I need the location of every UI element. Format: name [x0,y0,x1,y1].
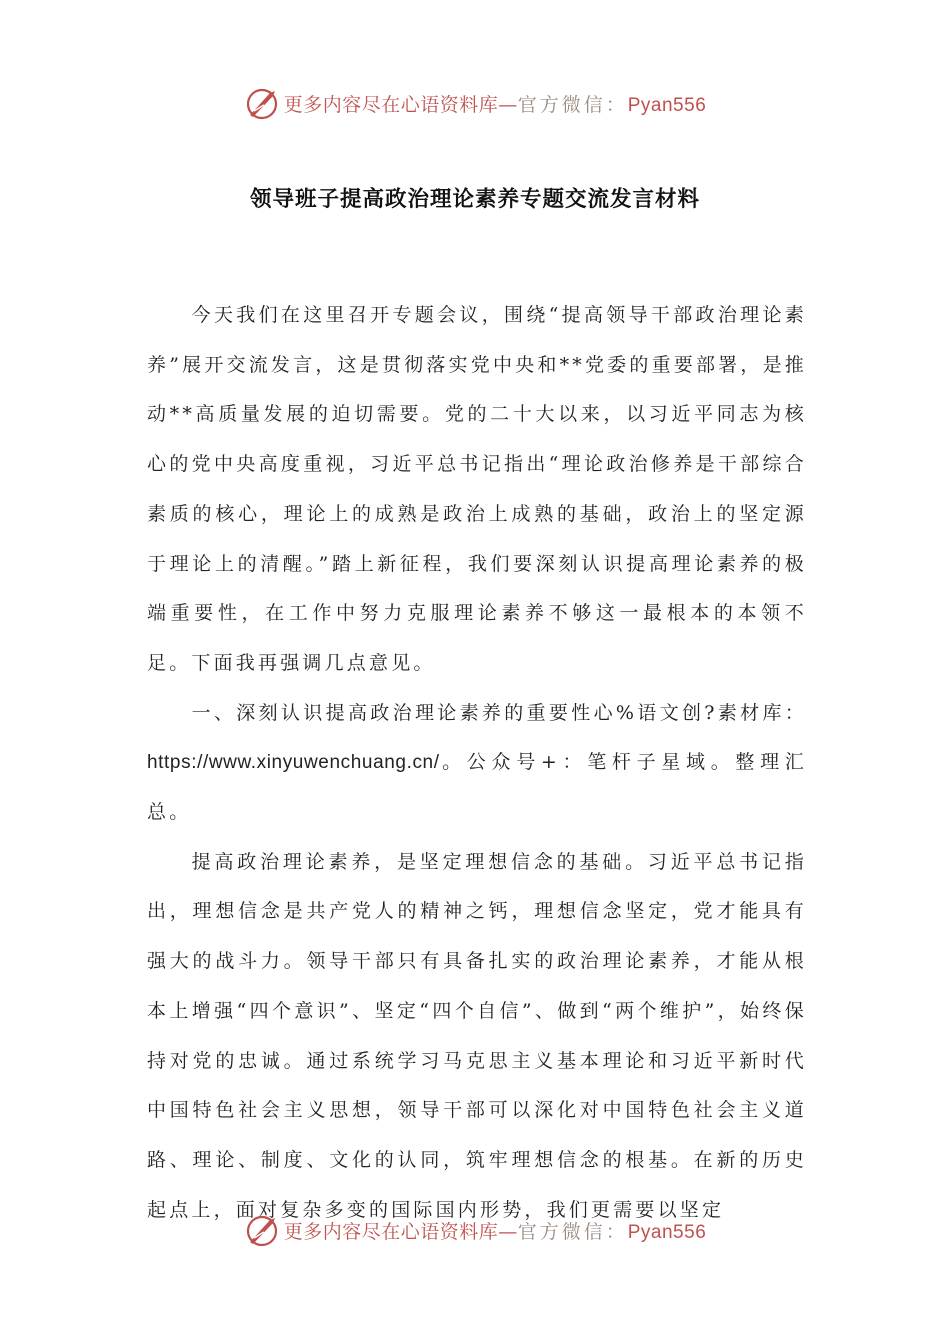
paragraph-ideals: 提高政治理论素养，是坚定理想信念的基础。习近平总书记指出，理想信念是共产党人的精神之钙，理想信念坚定，党才能具有强大的战斗力。领导干部只有具备扎实的政治理论素养，才能从根本上增强“四个意识”、坚定“四个自信”、做到“两个维护”，始终保持对党的忠诚。通过系统学习马克思主义基本理论和习近平新时代中国特色社会主义思想，领导干部可以深化对中国特色社会主义道路、理论、制度、文化的认同，筑牢理想信念的根基。在新的历史起点上，面对复杂多变的国际国内形势，我们更需要以坚定 [147,850,807,1221]
pen-circle-logo-icon [244,85,280,121]
banner-wechat-id: Pyan556 [627,1221,707,1243]
banner-dash: — [498,93,518,116]
banner-dash: — [498,1220,518,1243]
section-url-link[interactable]: https://www.xinyuwenchuang.cn/ [147,752,440,774]
document-body [147,291,807,1235]
header-banner [0,83,950,123]
banner-wechat-id: Pyan556 [627,94,707,116]
footer-banner [0,1210,950,1250]
banner-site-text: 更多内容尽在心语资料库 [283,93,499,116]
section-heading-1 [147,689,807,838]
section-heading-tail: 。公众号+：笔杆子星域。整理汇总。 [147,751,807,824]
banner-wechat-label: 官方微信： [517,93,628,116]
document-title: 领导班子提高政治理论素养专题交流发言材料 [249,187,700,212]
banner-site-text: 更多内容尽在心语资料库 [283,1220,499,1243]
section-heading-text: 一、深刻认识提高政治理论素养的重要性心%语文创?素材库： [191,701,807,724]
banner-wechat-label: 官方微信： [517,1220,628,1243]
pen-circle-logo-icon [244,1212,280,1248]
paragraph-intro: 今天我们在这里召开专题会议，围绕“提高领导干部政治理论素养”展开交流发言，这是贯彻落实党中央和**党委的重要部署，是推动**高质量发展的迫切需要。党的二十大以来，以习近平同志为核心的党中央高度重视，习近平总书记指出“理论政治修养是干部综合素质的核心，理论上的成熟是政治上成熟的基础，政治上的坚定源于理论上的清醒。”踏上新征程，我们要深刻认识提高理论素养的极端重要性，在工作中努力克服理论素养不够这一最根本的本领不足。下面我再强调几点意见。 [147,304,807,674]
